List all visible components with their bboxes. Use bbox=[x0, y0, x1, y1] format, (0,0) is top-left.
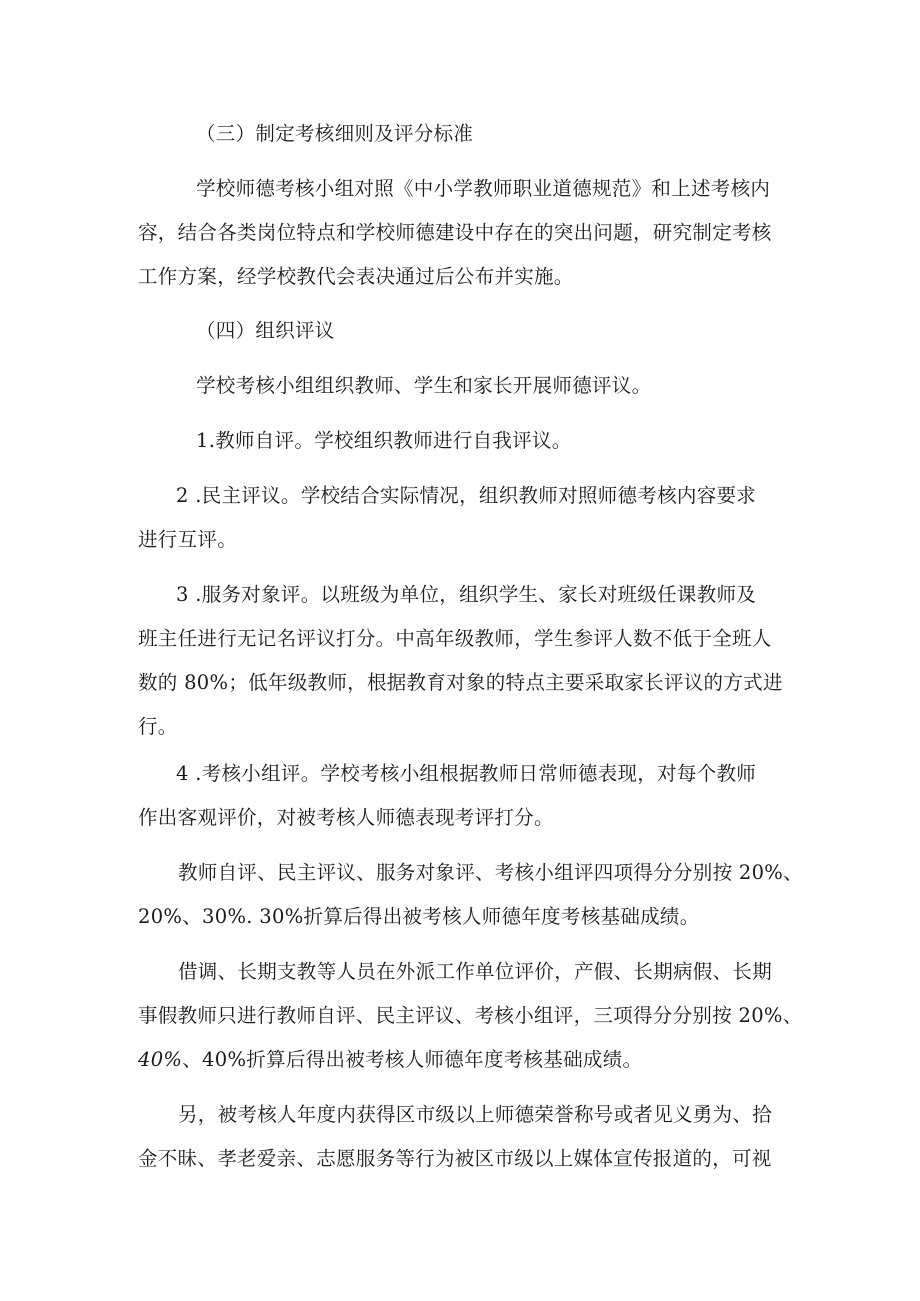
text-line: 学校考核小组组织教师、学生和家长开展师德评议。 bbox=[196, 374, 652, 397]
text-line: 事假教师只进行教师自评、民主评议、考核小组评，三项得分分别按 20%、 bbox=[138, 1004, 803, 1027]
text-line: 行。 bbox=[138, 715, 178, 738]
section-heading-3 bbox=[138, 112, 793, 156]
text-line: 作出客观评价，对被考核人师德表现考评打分。 bbox=[138, 806, 554, 829]
text-line: 借调、长期支教等人员在外派工作单位评价，产假、长期病假、长期 bbox=[178, 960, 773, 983]
text-line: 20%、30%. 30%折算后得出被考核人师德年度考核基础成绩。 bbox=[138, 905, 700, 928]
text-line: 4 .考核小组评。学校考核小组根据教师日常师德表现，对每个教师 bbox=[176, 762, 757, 785]
text-line: 学校师德考核小组对照《中小学教师职业道德规范》和上述考核内 bbox=[196, 177, 771, 200]
text-line: 2 .民主评议。学校结合实际情况，组织教师对照师德考核内容要求 bbox=[176, 484, 757, 507]
paragraph-honor bbox=[138, 1093, 793, 1181]
text-line: 数的 80%；低年级教师，根据教育对象的特点主要采取家长评议的方式进 bbox=[138, 671, 783, 694]
text-line: 3 .服务对象评。以班级为单位，组织学生、家长对班级任课教师及 bbox=[176, 583, 757, 606]
list-item-4 bbox=[138, 752, 793, 840]
paragraph-seconded bbox=[138, 950, 803, 1082]
paragraph-intro bbox=[138, 364, 793, 408]
text-line: 班主任进行无记名评议打分。中高年级教师，学生参评人数不低于全班人 bbox=[138, 627, 772, 650]
text-line-mixed bbox=[138, 1038, 793, 1082]
text-line: 工作方案，经学校教代会表决通过后公布并实施。 bbox=[138, 265, 574, 288]
text-line: 金不昧、孝老爱亲、志愿服务等行为被区市级以上媒体宣传报道的，可视 bbox=[138, 1147, 772, 1170]
text-line: 容，结合各类岗位特点和学校师德建设中存在的突出问题，研究制定考核 bbox=[138, 221, 772, 244]
list-item-1 bbox=[138, 419, 793, 463]
list-item-2 bbox=[138, 474, 793, 562]
paragraph-criteria bbox=[138, 167, 793, 299]
list-item-3 bbox=[138, 573, 793, 749]
text-segment: 、40%折算后得出被考核人师德年度考核基础成绩。 bbox=[182, 1048, 643, 1071]
heading-text: （四）组织评议 bbox=[196, 319, 335, 342]
italic-percentage: 40% bbox=[138, 1048, 183, 1071]
paragraph-weights bbox=[138, 851, 803, 939]
text-line: 1.教师自评。学校组织教师进行自我评议。 bbox=[196, 429, 572, 452]
text-line: 另，被考核人年度内获得区市级以上师德荣誉称号或者见义勇为、拾 bbox=[178, 1103, 773, 1126]
heading-text: （三）制定考核细则及评分标准 bbox=[196, 122, 474, 145]
text-line: 教师自评、民主评议、服务对象评、考核小组评四项得分分别按 20%、 bbox=[178, 861, 803, 884]
section-heading-4 bbox=[138, 309, 793, 353]
text-line: 进行互评。 bbox=[138, 528, 238, 551]
